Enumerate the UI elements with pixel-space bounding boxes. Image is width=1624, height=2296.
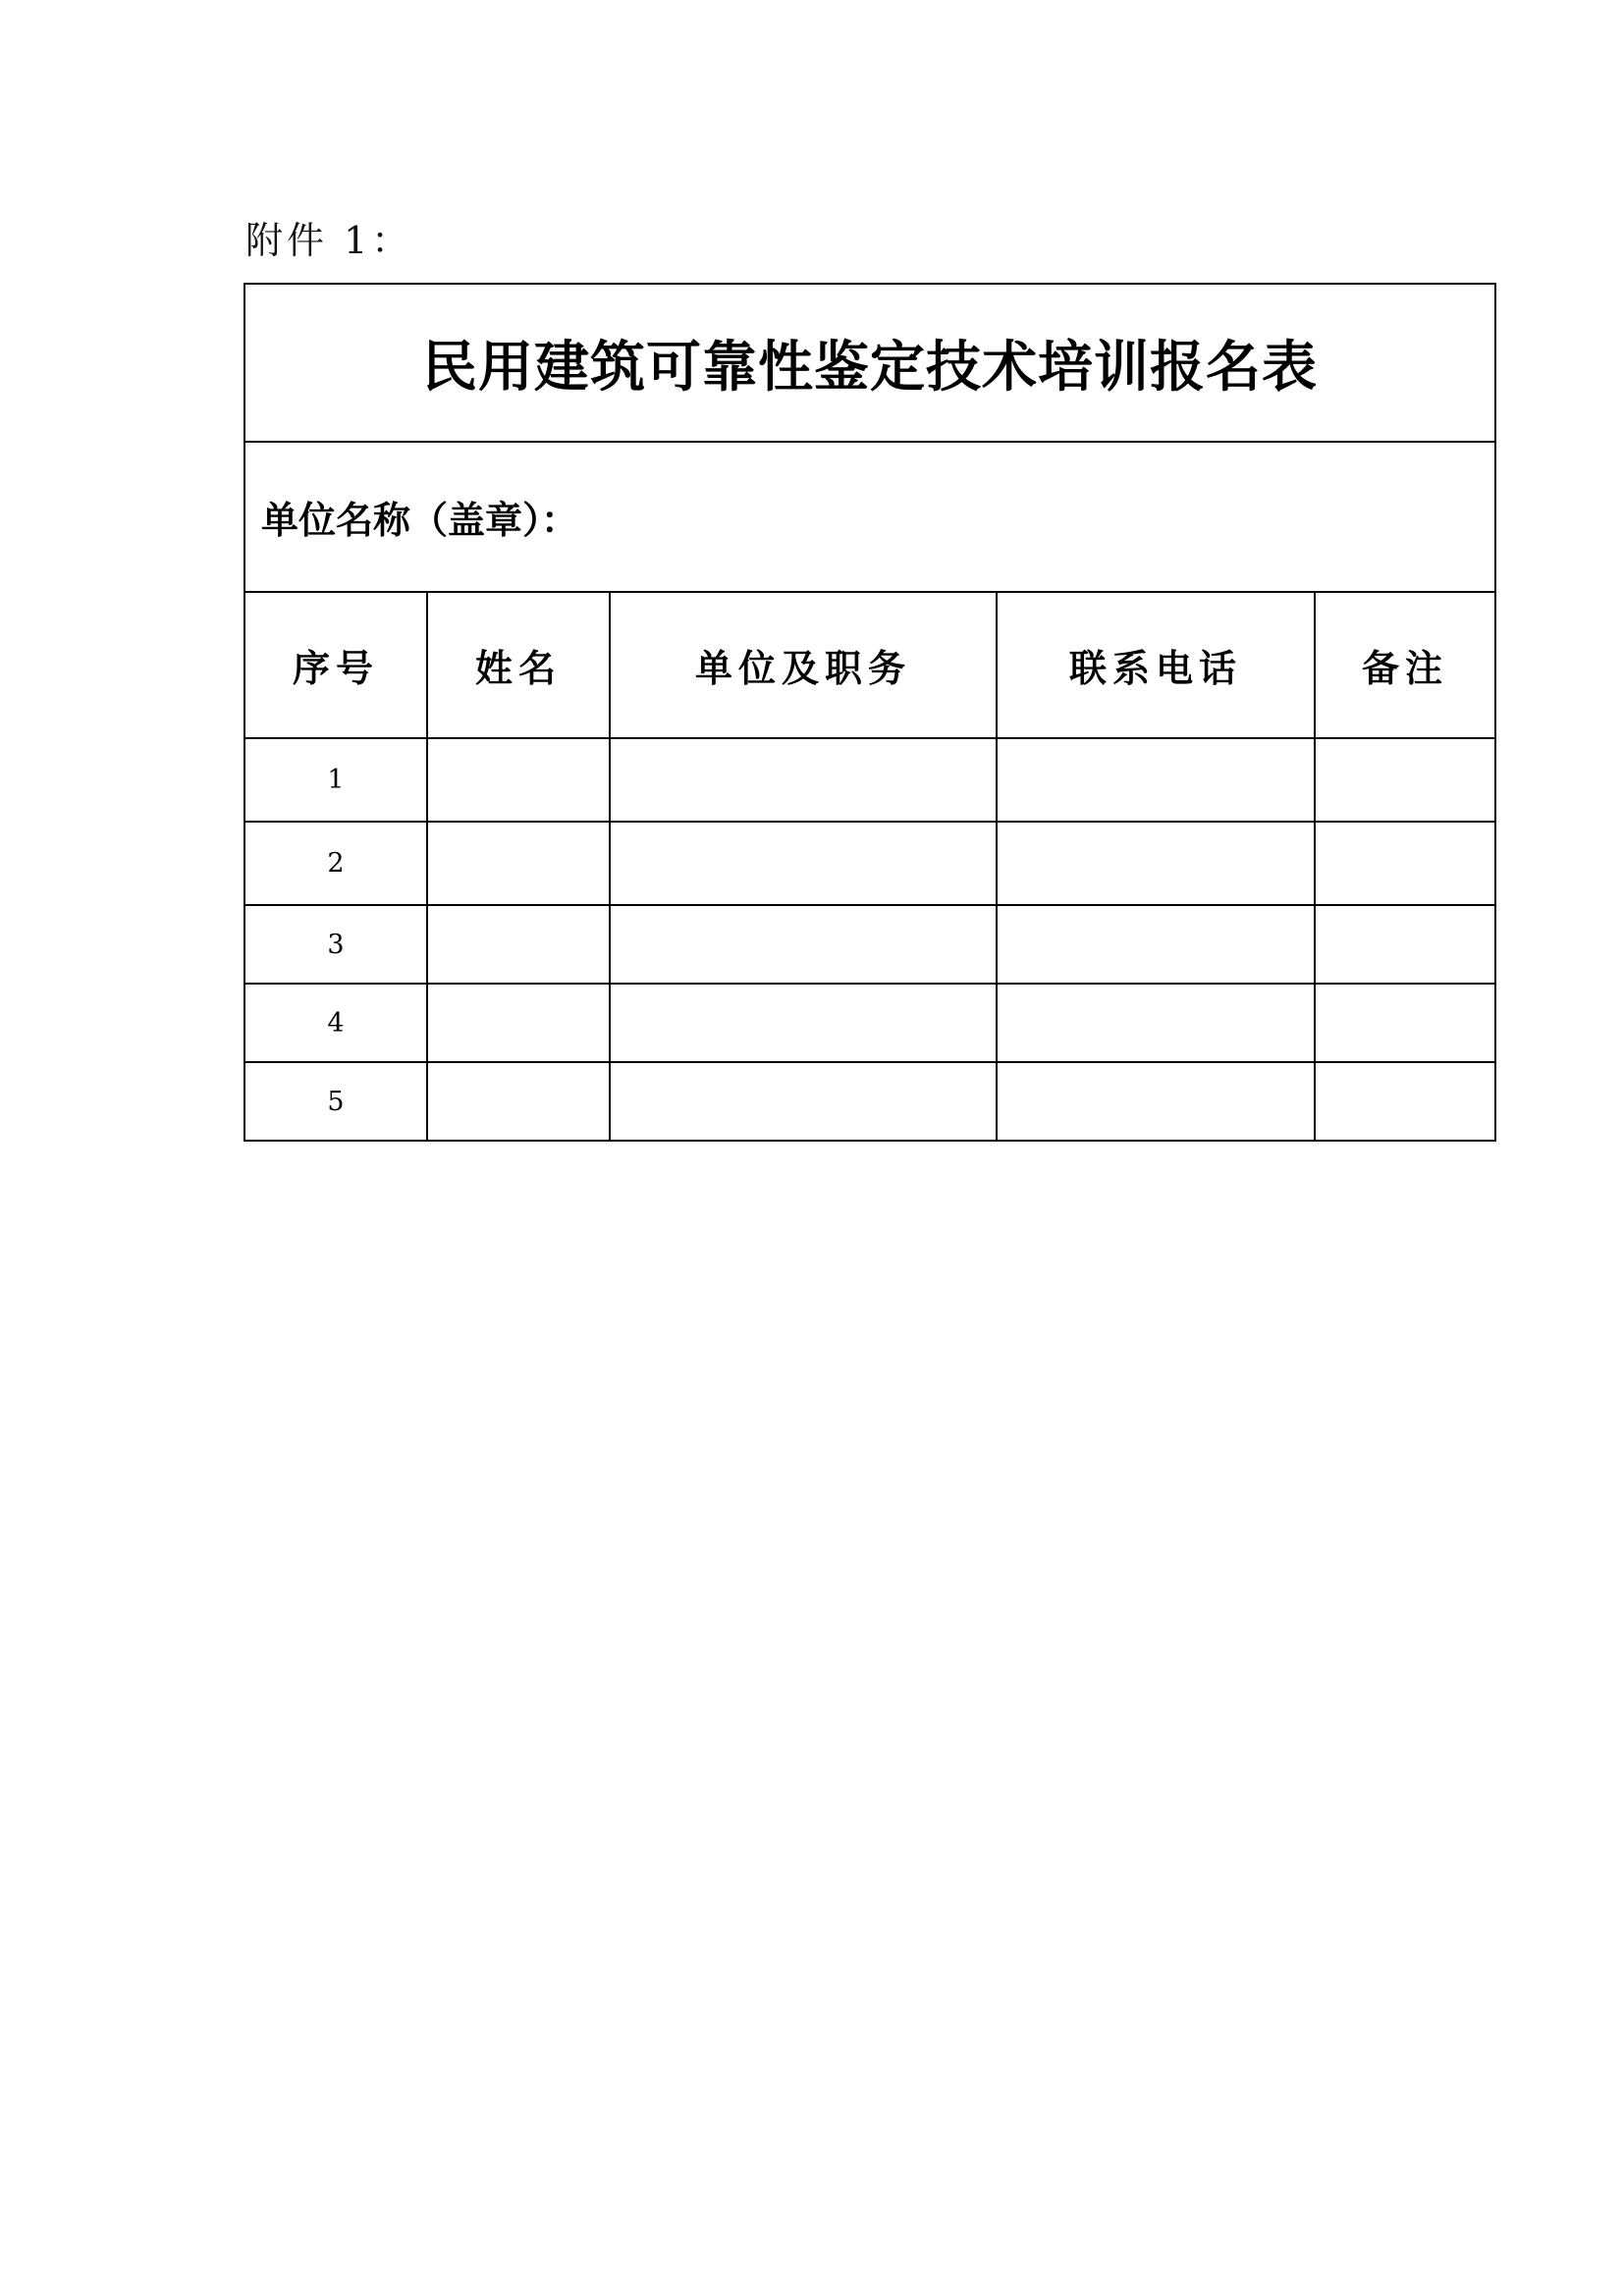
table-row xyxy=(244,984,1495,1062)
remarks-cell[interactable] xyxy=(1315,822,1495,905)
column-header-phone: 联系电话 xyxy=(997,592,1315,738)
name-cell[interactable] xyxy=(427,984,610,1062)
registration-form-table xyxy=(244,283,1496,1142)
row-index: 3 xyxy=(244,905,427,984)
table-row xyxy=(244,822,1495,905)
unit-position-cell[interactable] xyxy=(610,1062,997,1141)
unit-position-cell[interactable] xyxy=(610,822,997,905)
unit-position-cell[interactable] xyxy=(610,984,997,1062)
name-cell[interactable] xyxy=(427,822,610,905)
table-row xyxy=(244,1062,1495,1141)
phone-cell[interactable] xyxy=(997,738,1315,822)
row-index: 5 xyxy=(244,1062,427,1141)
phone-cell[interactable] xyxy=(997,905,1315,984)
table-row xyxy=(244,738,1495,822)
attachment-label: 附件 1： xyxy=(245,219,413,262)
name-cell[interactable] xyxy=(427,905,610,984)
header-row xyxy=(244,592,1495,738)
phone-cell[interactable] xyxy=(997,822,1315,905)
remarks-cell[interactable] xyxy=(1315,1062,1495,1141)
row-index: 1 xyxy=(244,738,427,822)
column-header-name: 姓名 xyxy=(427,592,610,738)
unit-name-row xyxy=(244,442,1495,592)
unit-position-cell[interactable] xyxy=(610,738,997,822)
phone-cell[interactable] xyxy=(997,984,1315,1062)
form-title: 民用建筑可靠性鉴定技术培训报名表 xyxy=(244,284,1495,442)
table-row xyxy=(244,905,1495,984)
unit-position-cell[interactable] xyxy=(610,905,997,984)
remarks-cell[interactable] xyxy=(1315,905,1495,984)
remarks-cell[interactable] xyxy=(1315,738,1495,822)
unit-name-label: 单位名称（盖章）： xyxy=(261,499,579,542)
name-cell[interactable] xyxy=(427,738,610,822)
remarks-cell[interactable] xyxy=(1315,984,1495,1062)
column-header-remarks: 备注 xyxy=(1315,592,1495,738)
row-index: 2 xyxy=(244,822,427,905)
row-index: 4 xyxy=(244,984,427,1062)
phone-cell[interactable] xyxy=(997,1062,1315,1141)
title-row xyxy=(244,284,1495,442)
unit-name-field[interactable] xyxy=(244,442,1495,592)
name-cell[interactable] xyxy=(427,1062,610,1141)
column-header-unit-position: 单位及职务 xyxy=(610,592,997,738)
column-header-index: 序号 xyxy=(244,592,427,738)
